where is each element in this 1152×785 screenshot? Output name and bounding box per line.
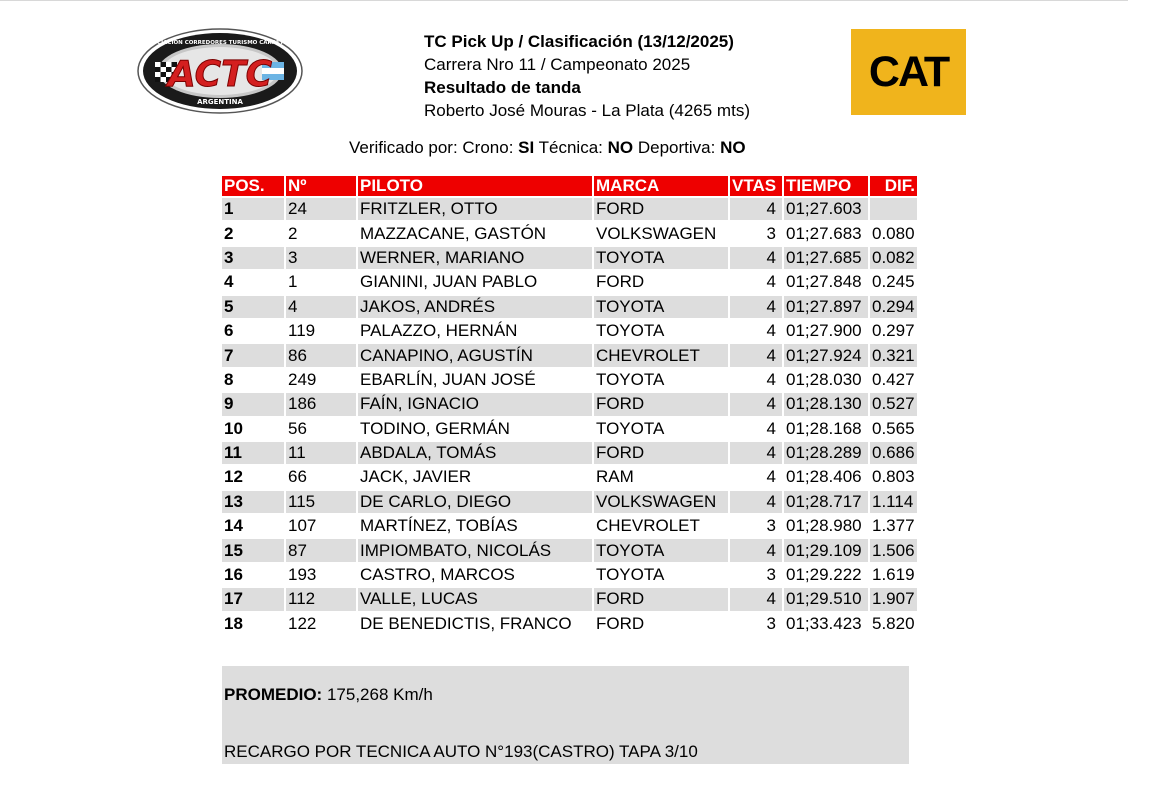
table-row — [222, 418, 917, 440]
cell-time: 01;27.683 — [786, 223, 862, 243]
table-row — [222, 491, 917, 513]
cell-pos: 7 — [222, 344, 284, 366]
cell-pilot: CANAPINO, AGUSTÍN — [358, 344, 592, 366]
actc-logo-text: ACTC — [167, 54, 273, 95]
cell-laps: 4 — [730, 344, 782, 366]
table-row — [222, 613, 917, 635]
table-header-row — [222, 176, 917, 196]
tecnica-value: NO — [607, 138, 634, 157]
average-speed-label: PROMEDIO: — [224, 685, 323, 704]
cell-diff: 1.114 — [870, 491, 917, 513]
cell-time: 01;27.897 — [784, 296, 868, 318]
cell-brand: CHEVROLET — [594, 344, 728, 366]
deportiva-label: Deportiva: — [637, 138, 716, 157]
cell-diff: 0.080 — [872, 223, 915, 243]
cell-pos: 3 — [222, 247, 284, 269]
top-divider — [0, 0, 1128, 1]
cell-pos: 11 — [222, 442, 284, 464]
cell-number: 11 — [286, 442, 356, 464]
cell-time: 01;27.685 — [784, 247, 868, 269]
cell-diff: 1.506 — [870, 539, 917, 561]
cell-brand: VOLKSWAGEN — [594, 491, 728, 513]
cell-pilot: JAKOS, ANDRÉS — [358, 296, 592, 318]
cell-diff — [870, 198, 917, 220]
average-speed — [224, 685, 433, 705]
cell-time: 01;29.222 — [786, 565, 862, 585]
cell-laps: 4 — [730, 247, 782, 269]
cell-pos: 5 — [222, 296, 284, 318]
cell-laps: 4 — [766, 369, 776, 389]
cell-pilot: MAZZACANE, GASTÓN — [360, 223, 547, 243]
cell-pilot: IMPIOMBATO, NICOLÁS — [358, 539, 592, 561]
cell-pilot: TODINO, GERMÁN — [360, 418, 510, 438]
cell-diff: 0.565 — [872, 418, 915, 438]
tecnica-label: Técnica: — [538, 138, 603, 157]
cell-pos: 1 — [222, 198, 284, 220]
cell-laps: 4 — [766, 418, 776, 438]
cell-time: 01;28.030 — [786, 369, 862, 389]
cell-number: 107 — [288, 516, 317, 536]
cell-brand: FORD — [596, 613, 645, 633]
cell-time: 01;27.848 — [786, 272, 862, 292]
cell-pos: 12 — [224, 467, 243, 487]
cell-number: 112 — [286, 588, 356, 610]
deportiva-value: NO — [720, 138, 746, 157]
cell-laps: 3 — [766, 613, 776, 633]
cell-laps: 4 — [730, 491, 782, 513]
header-brand: MARCA — [594, 176, 728, 196]
cell-laps: 4 — [766, 272, 776, 292]
cell-brand: FORD — [594, 198, 728, 220]
cell-pilot: FRITZLER, OTTO — [358, 198, 592, 220]
cell-time: 01;28.980 — [786, 516, 862, 536]
cell-time: 01;28.289 — [784, 442, 868, 464]
header-number: Nº — [286, 176, 356, 196]
cell-pos: 9 — [222, 393, 284, 415]
cell-brand: TOYOTA — [596, 565, 665, 585]
cell-brand: TOYOTA — [596, 321, 665, 341]
actc-logo-ring-text: ASOCIACION CORREDORES TURISMO CARRETERA — [144, 40, 296, 46]
cell-diff: 1.907 — [870, 588, 917, 610]
cell-pilot: EBARLÍN, JUAN JOSÉ — [360, 369, 536, 389]
table-row — [222, 198, 917, 220]
table-row — [222, 320, 917, 342]
table-row — [222, 296, 917, 318]
cell-laps: 4 — [730, 442, 782, 464]
cell-pos: 17 — [222, 588, 284, 610]
header-diff: DIF. — [870, 176, 917, 196]
cell-brand: TOYOTA — [596, 369, 665, 389]
actc-logo-country: ARGENTINA — [197, 98, 243, 106]
report-subtitle: Carrera Nro 11 / Campeonato 2025 — [424, 55, 691, 74]
cell-number: 87 — [286, 539, 356, 561]
cell-diff: 0.321 — [870, 344, 917, 366]
cell-time: 01;28.168 — [786, 418, 862, 438]
cell-pos: 14 — [224, 516, 243, 536]
cell-diff: 0.082 — [870, 247, 917, 269]
cell-brand: VOLKSWAGEN — [596, 223, 717, 243]
cell-brand: FORD — [594, 588, 728, 610]
session-name: Resultado de tanda — [424, 78, 581, 97]
table-row — [222, 588, 917, 610]
cell-pilot: DE CARLO, DIEGO — [358, 491, 592, 513]
table-row — [222, 393, 917, 415]
cell-number: 122 — [288, 613, 317, 633]
table-body — [222, 198, 917, 635]
cell-pos: 18 — [224, 613, 243, 633]
header-pilot: PILOTO — [358, 176, 592, 196]
cell-number: 3 — [286, 247, 356, 269]
cell-time: 01;27.924 — [784, 344, 868, 366]
cell-pos: 10 — [224, 418, 243, 438]
cell-pilot: ABDALA, TOMÁS — [358, 442, 592, 464]
cell-time: 01;28.130 — [784, 393, 868, 415]
cell-diff: 0.427 — [872, 369, 915, 389]
table-row — [222, 271, 917, 293]
cell-laps: 4 — [766, 321, 776, 341]
cat-logo — [851, 29, 966, 115]
cell-pilot: CASTRO, MARCOS — [360, 565, 515, 585]
actc-logo — [137, 28, 303, 114]
cell-number: 56 — [288, 418, 307, 438]
cell-number: 193 — [288, 565, 317, 585]
cat-logo-text: CAT — [868, 47, 949, 96]
cell-brand: FORD — [594, 442, 728, 464]
report-header — [424, 30, 750, 122]
cell-pilot: VALLE, LUCAS — [358, 588, 592, 610]
cell-number: 24 — [286, 198, 356, 220]
cell-time: 01;33.423 — [786, 613, 862, 633]
header-laps: VTAS — [730, 176, 782, 196]
cell-diff: 0.245 — [872, 272, 915, 292]
cell-laps: 4 — [730, 393, 782, 415]
cell-diff: 5.820 — [872, 613, 915, 633]
cell-pos: 4 — [224, 272, 234, 292]
cell-brand: CHEVROLET — [596, 516, 700, 536]
cell-number: 2 — [288, 223, 298, 243]
cell-laps: 4 — [730, 198, 782, 220]
table-row — [222, 369, 917, 391]
cell-diff: 0.686 — [870, 442, 917, 464]
cell-diff: 0.297 — [872, 321, 915, 341]
header-pos: POS. — [222, 176, 284, 196]
cell-brand: TOYOTA — [594, 539, 728, 561]
header-time: TIEMPO — [784, 176, 868, 196]
cell-pilot: WERNER, MARIANO — [358, 247, 592, 269]
cell-diff: 0.803 — [872, 467, 915, 487]
cell-pos: 6 — [224, 321, 234, 341]
verification-prefix: Verificado por: Crono: — [349, 138, 514, 157]
cell-time: 01;28.406 — [786, 467, 862, 487]
cell-pos: 15 — [222, 539, 284, 561]
cell-brand: RAM — [596, 467, 634, 487]
cell-brand: TOYOTA — [596, 418, 665, 438]
verification-line — [349, 138, 746, 158]
table-row — [222, 539, 917, 561]
cell-pos: 16 — [224, 565, 243, 585]
results-table — [220, 174, 919, 637]
cell-pos: 2 — [224, 223, 234, 243]
cell-brand: TOYOTA — [594, 296, 728, 318]
cell-number: 119 — [288, 321, 316, 341]
cell-laps: 4 — [730, 588, 782, 610]
cell-pos: 8 — [224, 369, 234, 389]
cell-brand: FORD — [596, 272, 645, 292]
cell-time: 01;28.717 — [784, 491, 868, 513]
cell-pilot: PALAZZO, HERNÁN — [360, 321, 518, 341]
table-row — [222, 344, 917, 366]
table-row — [222, 466, 917, 488]
table-row — [222, 564, 917, 586]
cell-number: 4 — [286, 296, 356, 318]
penalty-note: RECARGO POR TECNICA AUTO N°193(CASTRO) TAPA 3/10 — [224, 742, 698, 761]
cell-number: 249 — [288, 369, 317, 389]
cell-number: 86 — [286, 344, 356, 366]
cell-diff: 1.377 — [872, 516, 915, 536]
cell-laps: 3 — [766, 223, 776, 243]
cell-diff: 0.294 — [870, 296, 917, 318]
cell-diff: 1.619 — [872, 565, 915, 585]
cell-number: 115 — [286, 491, 356, 513]
cell-number: 186 — [286, 393, 356, 415]
circuit-name: Roberto José Mouras - La Plata (4265 mts) — [424, 101, 750, 120]
cell-pilot: JACK, JAVIER — [360, 467, 472, 487]
cell-pilot: MARTÍNEZ, TOBÍAS — [360, 516, 518, 536]
table-row — [222, 442, 917, 464]
cell-laps: 3 — [766, 516, 776, 536]
cell-time: 01;27.900 — [786, 321, 862, 341]
table-row — [222, 515, 917, 537]
table-row — [222, 222, 917, 244]
cell-number: 66 — [288, 467, 307, 487]
cell-pilot: FAÍN, IGNACIO — [358, 393, 592, 415]
crono-value: SI — [518, 138, 535, 157]
average-speed-value: 175,268 Km/h — [326, 685, 433, 704]
cell-laps: 4 — [730, 296, 782, 318]
cell-time: 01;29.510 — [784, 588, 868, 610]
report-title: TC Pick Up / Clasificación (13/12/2025) — [424, 32, 734, 51]
cell-pilot: GIANINI, JUAN PABLO — [360, 272, 538, 292]
footer-box — [222, 666, 909, 764]
cell-brand: FORD — [594, 393, 728, 415]
cell-brand: TOYOTA — [594, 247, 728, 269]
cell-number: 1 — [288, 272, 298, 292]
table-row — [222, 247, 917, 269]
cell-pilot: DE BENEDICTIS, FRANCO — [360, 613, 572, 633]
cell-laps: 3 — [766, 565, 776, 585]
cell-diff: 0.527 — [870, 393, 917, 415]
cell-time: 01;27.603 — [784, 198, 868, 220]
cell-laps: 4 — [730, 539, 782, 561]
cell-laps: 4 — [766, 467, 776, 487]
cell-pos: 13 — [222, 491, 284, 513]
cell-time: 01;29.109 — [784, 539, 868, 561]
